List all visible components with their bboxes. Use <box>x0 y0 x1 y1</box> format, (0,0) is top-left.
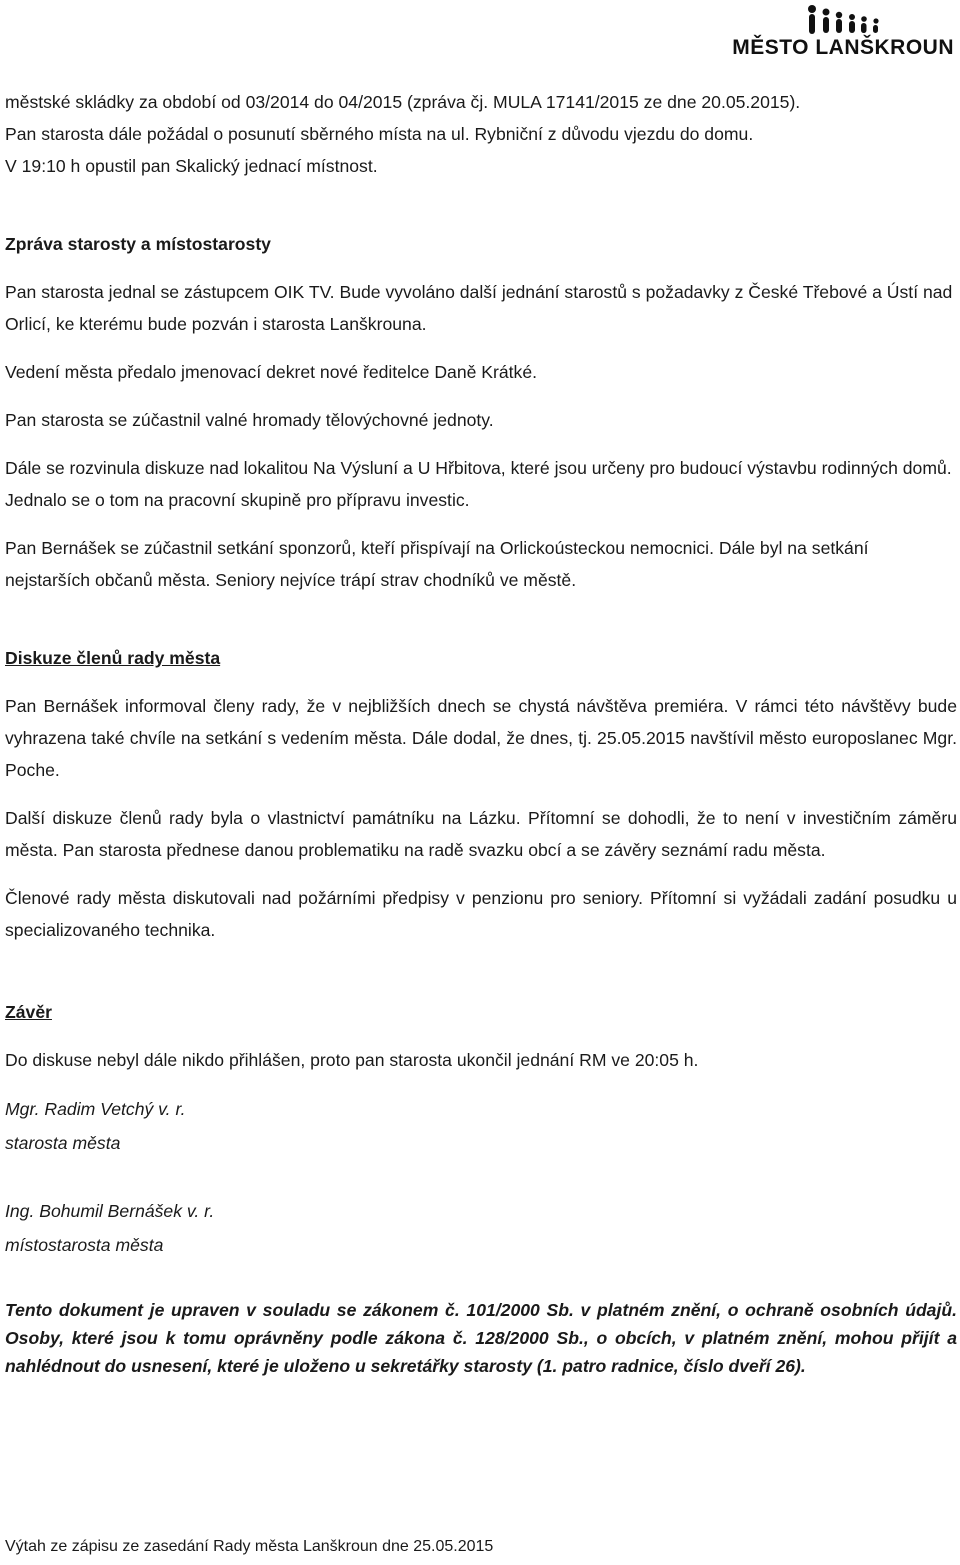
section-heading-report: Zpráva starosty a místostarosty <box>5 234 271 254</box>
paragraph: Dále se rozvinula diskuze nad lokalitou Na Výsluní a U Hřbitova, které jsou určeny pro budoucí výstavbu rodinných domů. Jednalo se o tom na pracovní skupině pro přípravu investic. <box>5 458 952 510</box>
paragraph: Další diskuze členů rady byla o vlastnictví památníku na Lázku. Přítomní se dohodli, že to není v investičním záměru města. Pan starosta přednese danou problematiku na radě svazku obcí a se závěry seznámí radu města. <box>5 808 957 860</box>
document-body <box>5 86 957 1380</box>
paragraph: Pan starosta se zúčastnil valné hromady tělovýchovné jednoty. <box>5 410 494 430</box>
signature-role: starosta města <box>5 1133 121 1153</box>
signature-name: Ing. Bohumil Bernášek v. r. <box>5 1201 215 1221</box>
paragraph: Vedení města předalo jmenovací dekret nové ředitelce Daně Krátké. <box>5 362 538 382</box>
city-logo <box>732 4 954 68</box>
page-footer: Výtah ze zápisu ze zasedání Rady města Lanškroun dne 25.05.2015 <box>5 1538 494 1555</box>
paragraph: Členové rady města diskutovali nad požárními předpisy v penzionu pro seniory. Přítomní si vyžádali zadání posudku u specializovaného technika. <box>5 888 957 940</box>
paragraph: V 19:10 h opustil pan Skalický jednací místnost. <box>5 156 378 176</box>
paragraph: Pan starosta dále požádal o posunutí sběrného místa na ul. Rybniční z důvodu vjezdu do domu. <box>5 124 754 144</box>
paragraph: městské skládky za období od 03/2014 do 04/2015 (zpráva čj. MULA 17141/2015 ze dne 20.05.2015). <box>5 92 801 112</box>
logo-wordmark: MĚSTO LANŠKROUN <box>732 36 954 59</box>
section-heading-discussion: Diskuze členů rady města <box>5 648 221 668</box>
people-figures-icon <box>806 4 886 38</box>
paragraph: Pan starosta jednal se zástupcem OIK TV. Bude vyvoláno další jednání starostů s požadavky z České Třebové a Ústí nad Orlicí, ke kterému bude pozván i starosta Lanškrouna. <box>5 282 953 334</box>
section-heading-conclusion: Závěr <box>5 1002 52 1022</box>
signature-name: Mgr. Radim Vetchý v. r. <box>5 1099 186 1119</box>
paragraph: Do diskuse nebyl dále nikdo přihlášen, proto pan starosta ukončil jednání RM ve 20:05 h. <box>5 1050 699 1070</box>
signature-role: místostarosta města <box>5 1235 164 1255</box>
paragraph: Pan Bernášek informoval členy rady, že v nejbližších dnech se chystá návštěva premiéra. V rámci této návštěvy bude vyhrazena také chvíle na setkání s vedením města. Dále dodal, že dnes, tj. 25.05.2015 navštívil město europoslanec Mgr. Poche. <box>5 696 957 780</box>
legal-notice: Tento dokument je upraven v souladu se zákonem č. 101/2000 Sb. v platném znění, o ochraně osobních údajů. Osoby, které jsou k tomu oprávněny podle zákona č. 128/2000 Sb., o obcích, v platném znění, mohou přijít a nahlédnout do usnesení, které je uloženo u sekretářky starosty (1. patro radnice, číslo dveří 26). <box>5 1300 957 1376</box>
paragraph: Pan Bernášek se zúčastnil setkání sponzorů, kteří přispívají na Orlickoústeckou nemocnici. Dále byl na setkání nejstarších občanů města. Seniory nejvíce trápí strav chodníků ve městě. <box>5 538 869 590</box>
